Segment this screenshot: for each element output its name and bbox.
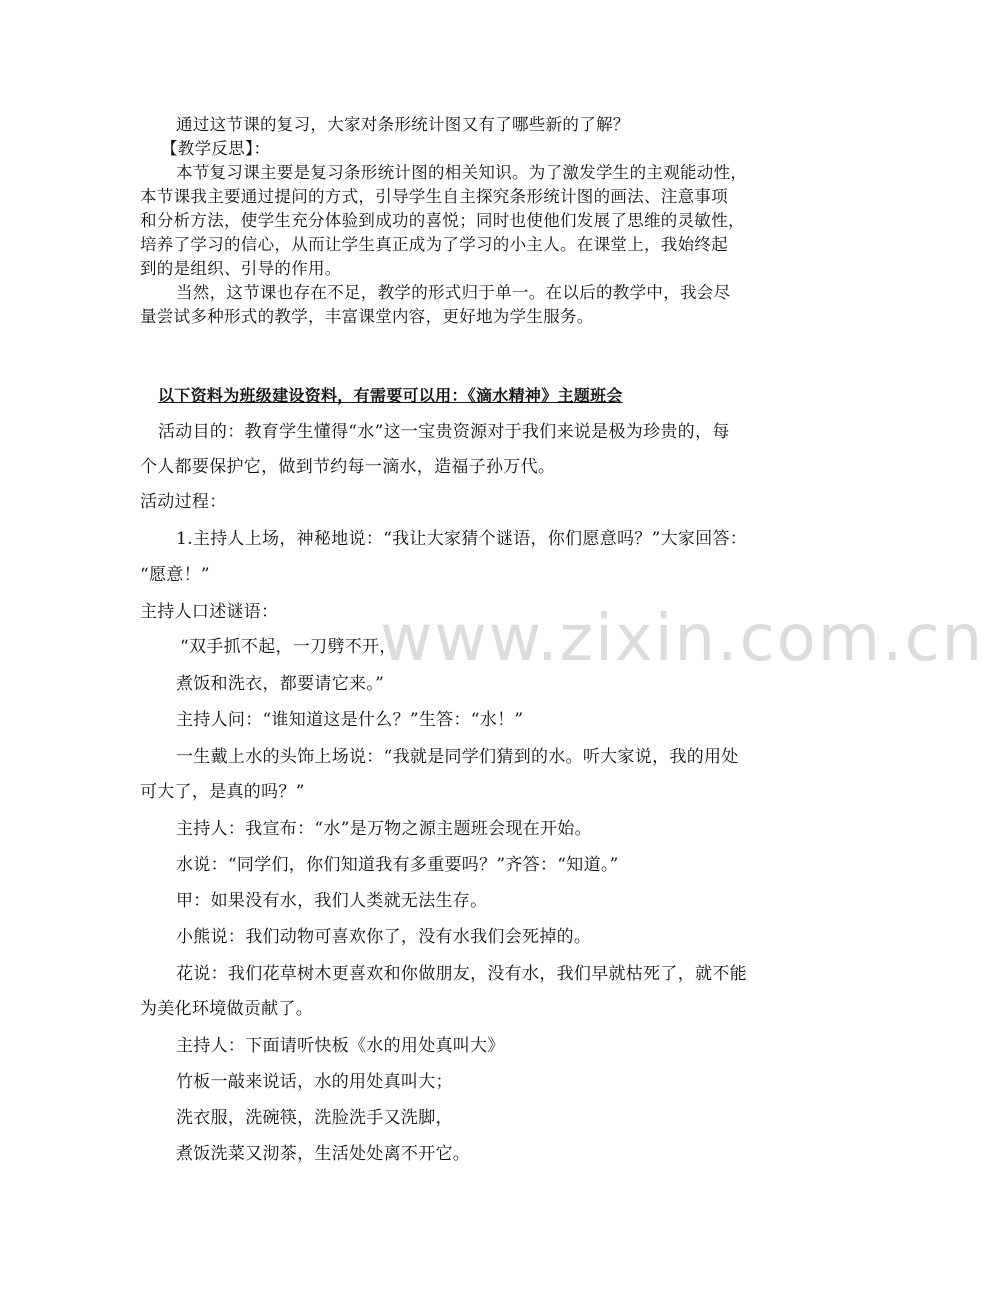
script-line: 主持人：我宣布：“水”是万物之源主题班会现在开始。	[176, 819, 592, 839]
script-line: 主持人：下面请听快板《水的用处真叫大》	[176, 1036, 505, 1056]
closing-question: 通过这节课的复习，大家对条形统计图又有了哪些新的了解？	[176, 115, 630, 134]
activity-goal: 活动目的：教育学生懂得“水”这一宝贵资源对于我们来说是极为珍贵的，每	[158, 422, 730, 442]
rhyme-line: 洗衣服，洗碗筷，洗脸洗手又洗脚，	[176, 1108, 453, 1128]
script-line: 主持人口述谜语：	[140, 602, 279, 622]
script-line: 主持人问：“谁知道这是什么？”生答：“水！”	[176, 710, 524, 730]
script-line: 可大了，是真的吗？”	[140, 782, 305, 802]
script-line: “愿意！”	[140, 565, 210, 585]
reflection-line: 当然，这节课也存在不足，教学的形式归于单一。在以后的教学中，我会尽	[176, 283, 731, 302]
script-line: 一生戴上水的头饰上场说：“我就是同学们猜到的水。听大家说，我的用处	[176, 747, 739, 767]
script-line: 水说：“同学们，你们知道我有多重要吗？”齐答：“知道。”	[176, 855, 619, 875]
riddle-line: 煮饭和洗衣，都要请它来。”	[176, 674, 385, 694]
reflection-line: 本节课我主要通过提问的方式，引导学生自主探究条形统计图的画法、注意事项	[140, 187, 728, 206]
script-line: 为美化环境做贡献了。	[140, 999, 313, 1019]
reflection-heading: 【教学反思】：	[161, 139, 271, 158]
script-line: 花说：我们花草树木更喜欢和你做朋友，没有水，我们早就枯死了，就不能	[176, 964, 747, 984]
rhyme-line: 竹板一敲来说话，水的用处真叫大；	[176, 1072, 453, 1092]
activity-goal-cont: 个人都要保护它，做到节约每一滴水，造福子孙万代。	[140, 457, 556, 477]
script-line: 1.主持人上场，神秘地说：“我让大家猜个谜语，你们愿意吗？”大家回答：	[176, 529, 748, 549]
riddle-line: “双手抓不起，一刀劈不开，	[180, 637, 397, 657]
watermark: www.zixin.com.cn	[380, 602, 984, 676]
activity-process-label: 活动过程：	[140, 492, 227, 512]
reflection-line: 本节复习课主要是复习条形统计图的相关知识。为了激发学生的主观能动性，	[176, 163, 748, 182]
script-line: 甲：如果没有水，我们人类就无法生存。	[176, 891, 488, 911]
reflection-line: 量尝试多种形式的教学，丰富课堂内容，更好地为学生服务。	[140, 307, 594, 326]
script-line: 小熊说：我们动物可喜欢你了，没有水我们会死掉的。	[176, 927, 592, 947]
reflection-line: 和分析方法，使学生充分体验到成功的喜悦；同时也使他们发展了思维的灵敏性，	[140, 211, 745, 230]
reflection-line: 培养了学习的信心，从而让学生真正成为了学习的小主人。在课堂上，我始终起	[140, 235, 728, 254]
class-meeting-heading: 以下资料为班级建设资料，有需要可以用：《滴水精神》主题班会	[158, 386, 623, 405]
reflection-line: 到的是组织、引导的作用。	[140, 259, 342, 278]
rhyme-line: 煮饭洗菜又沏茶，生活处处离不开它。	[176, 1144, 471, 1164]
